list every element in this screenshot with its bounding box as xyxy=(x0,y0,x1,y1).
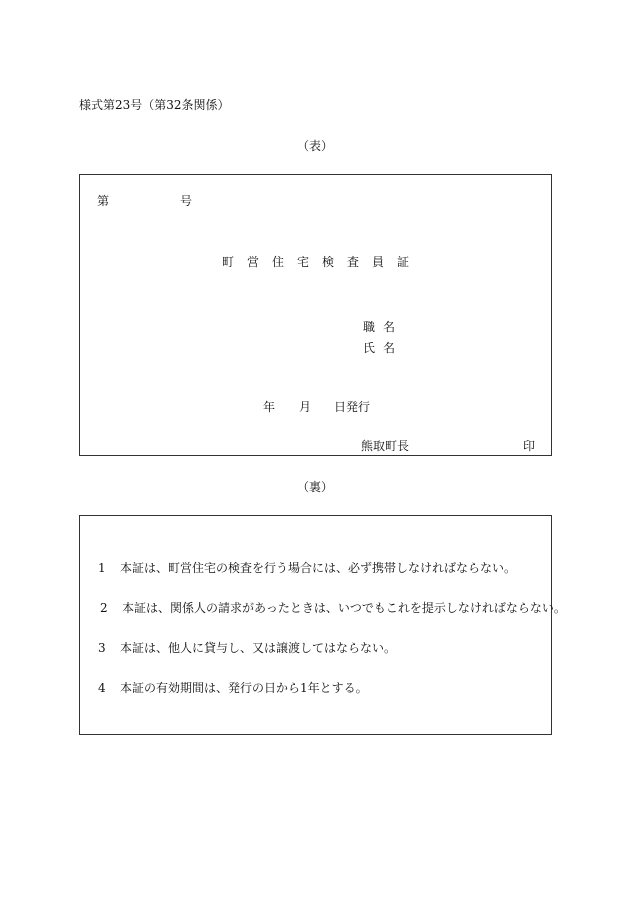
seal-mark: 印 xyxy=(523,439,536,453)
certificate-title: 町営住宅検査員証 xyxy=(222,255,423,269)
certificate-back xyxy=(79,515,566,735)
issuer-name: 熊取町長 xyxy=(361,439,410,453)
rule-number: 4 xyxy=(98,681,106,695)
name-label: 氏名 xyxy=(363,341,404,355)
position-label: 職名 xyxy=(363,320,404,334)
form-number: 様式第23号（第32条関係） xyxy=(79,98,230,112)
list-item xyxy=(98,562,516,574)
rule-text: 本証は、関係人の請求があったときは、いつでもこれを提示しなければならない。 xyxy=(122,601,566,615)
rule-text: 本証は、町営住宅の検査を行う場合には、必ず携帯しなければならない。 xyxy=(120,561,517,575)
rule-text: 本証は、他人に貸与し、又は譲渡してはならない。 xyxy=(120,641,397,655)
list-item xyxy=(98,642,396,654)
rule-number: 1 xyxy=(98,561,106,575)
list-item xyxy=(100,602,566,614)
issue-year: 年 xyxy=(263,400,276,414)
number-suffix: 号 xyxy=(180,194,193,208)
issue-day: 日発行 xyxy=(334,400,371,414)
front-side-label: （表） xyxy=(296,139,333,153)
rule-number: 2 xyxy=(100,601,108,615)
list-item xyxy=(98,682,368,694)
rule-number: 3 xyxy=(98,641,106,655)
number-prefix: 第 xyxy=(97,194,110,208)
certificate-front xyxy=(79,174,552,456)
rule-text: 本証の有効期間は、発行の日から1年とする。 xyxy=(120,681,368,695)
back-side-label: （裏） xyxy=(296,480,333,494)
issue-month: 月 xyxy=(299,400,312,414)
